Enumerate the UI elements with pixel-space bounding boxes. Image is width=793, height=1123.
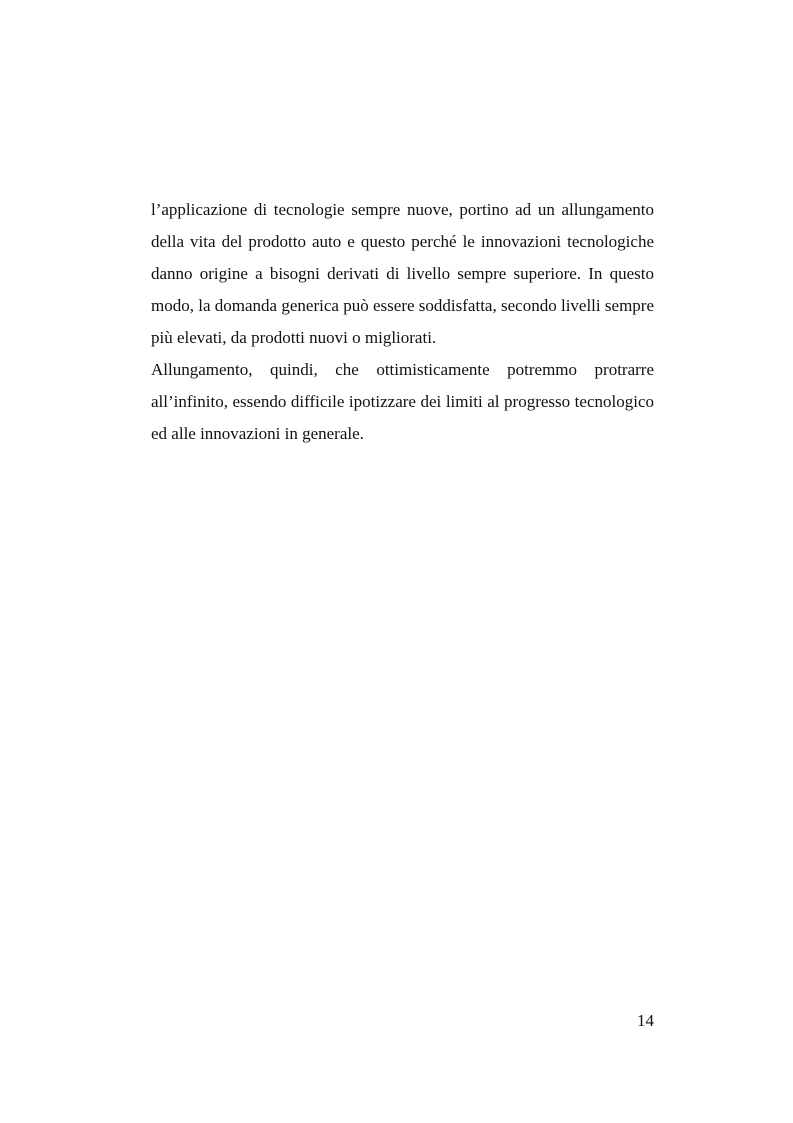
body-text: [151, 194, 654, 450]
page-number: 14: [637, 1011, 654, 1030]
paragraph: Allungamento, quindi, che ottimisticamente potremmo protrarre all’infinito, essendo difficile ipotizzare dei limiti al progresso tecnologico ed alle innovazioni in generale.: [151, 360, 654, 443]
paragraph: l’applicazione di tecnologie sempre nuove, portino ad un allungamento della vita del prodotto auto e questo perché le innovazioni tecnologiche danno origine a bisogni derivati di livello sempre superiore. In questo modo, la domanda generica può essere soddisfatta, secondo livelli sempre più elevati, da prodotti nuovi o migliorati.: [151, 200, 654, 347]
